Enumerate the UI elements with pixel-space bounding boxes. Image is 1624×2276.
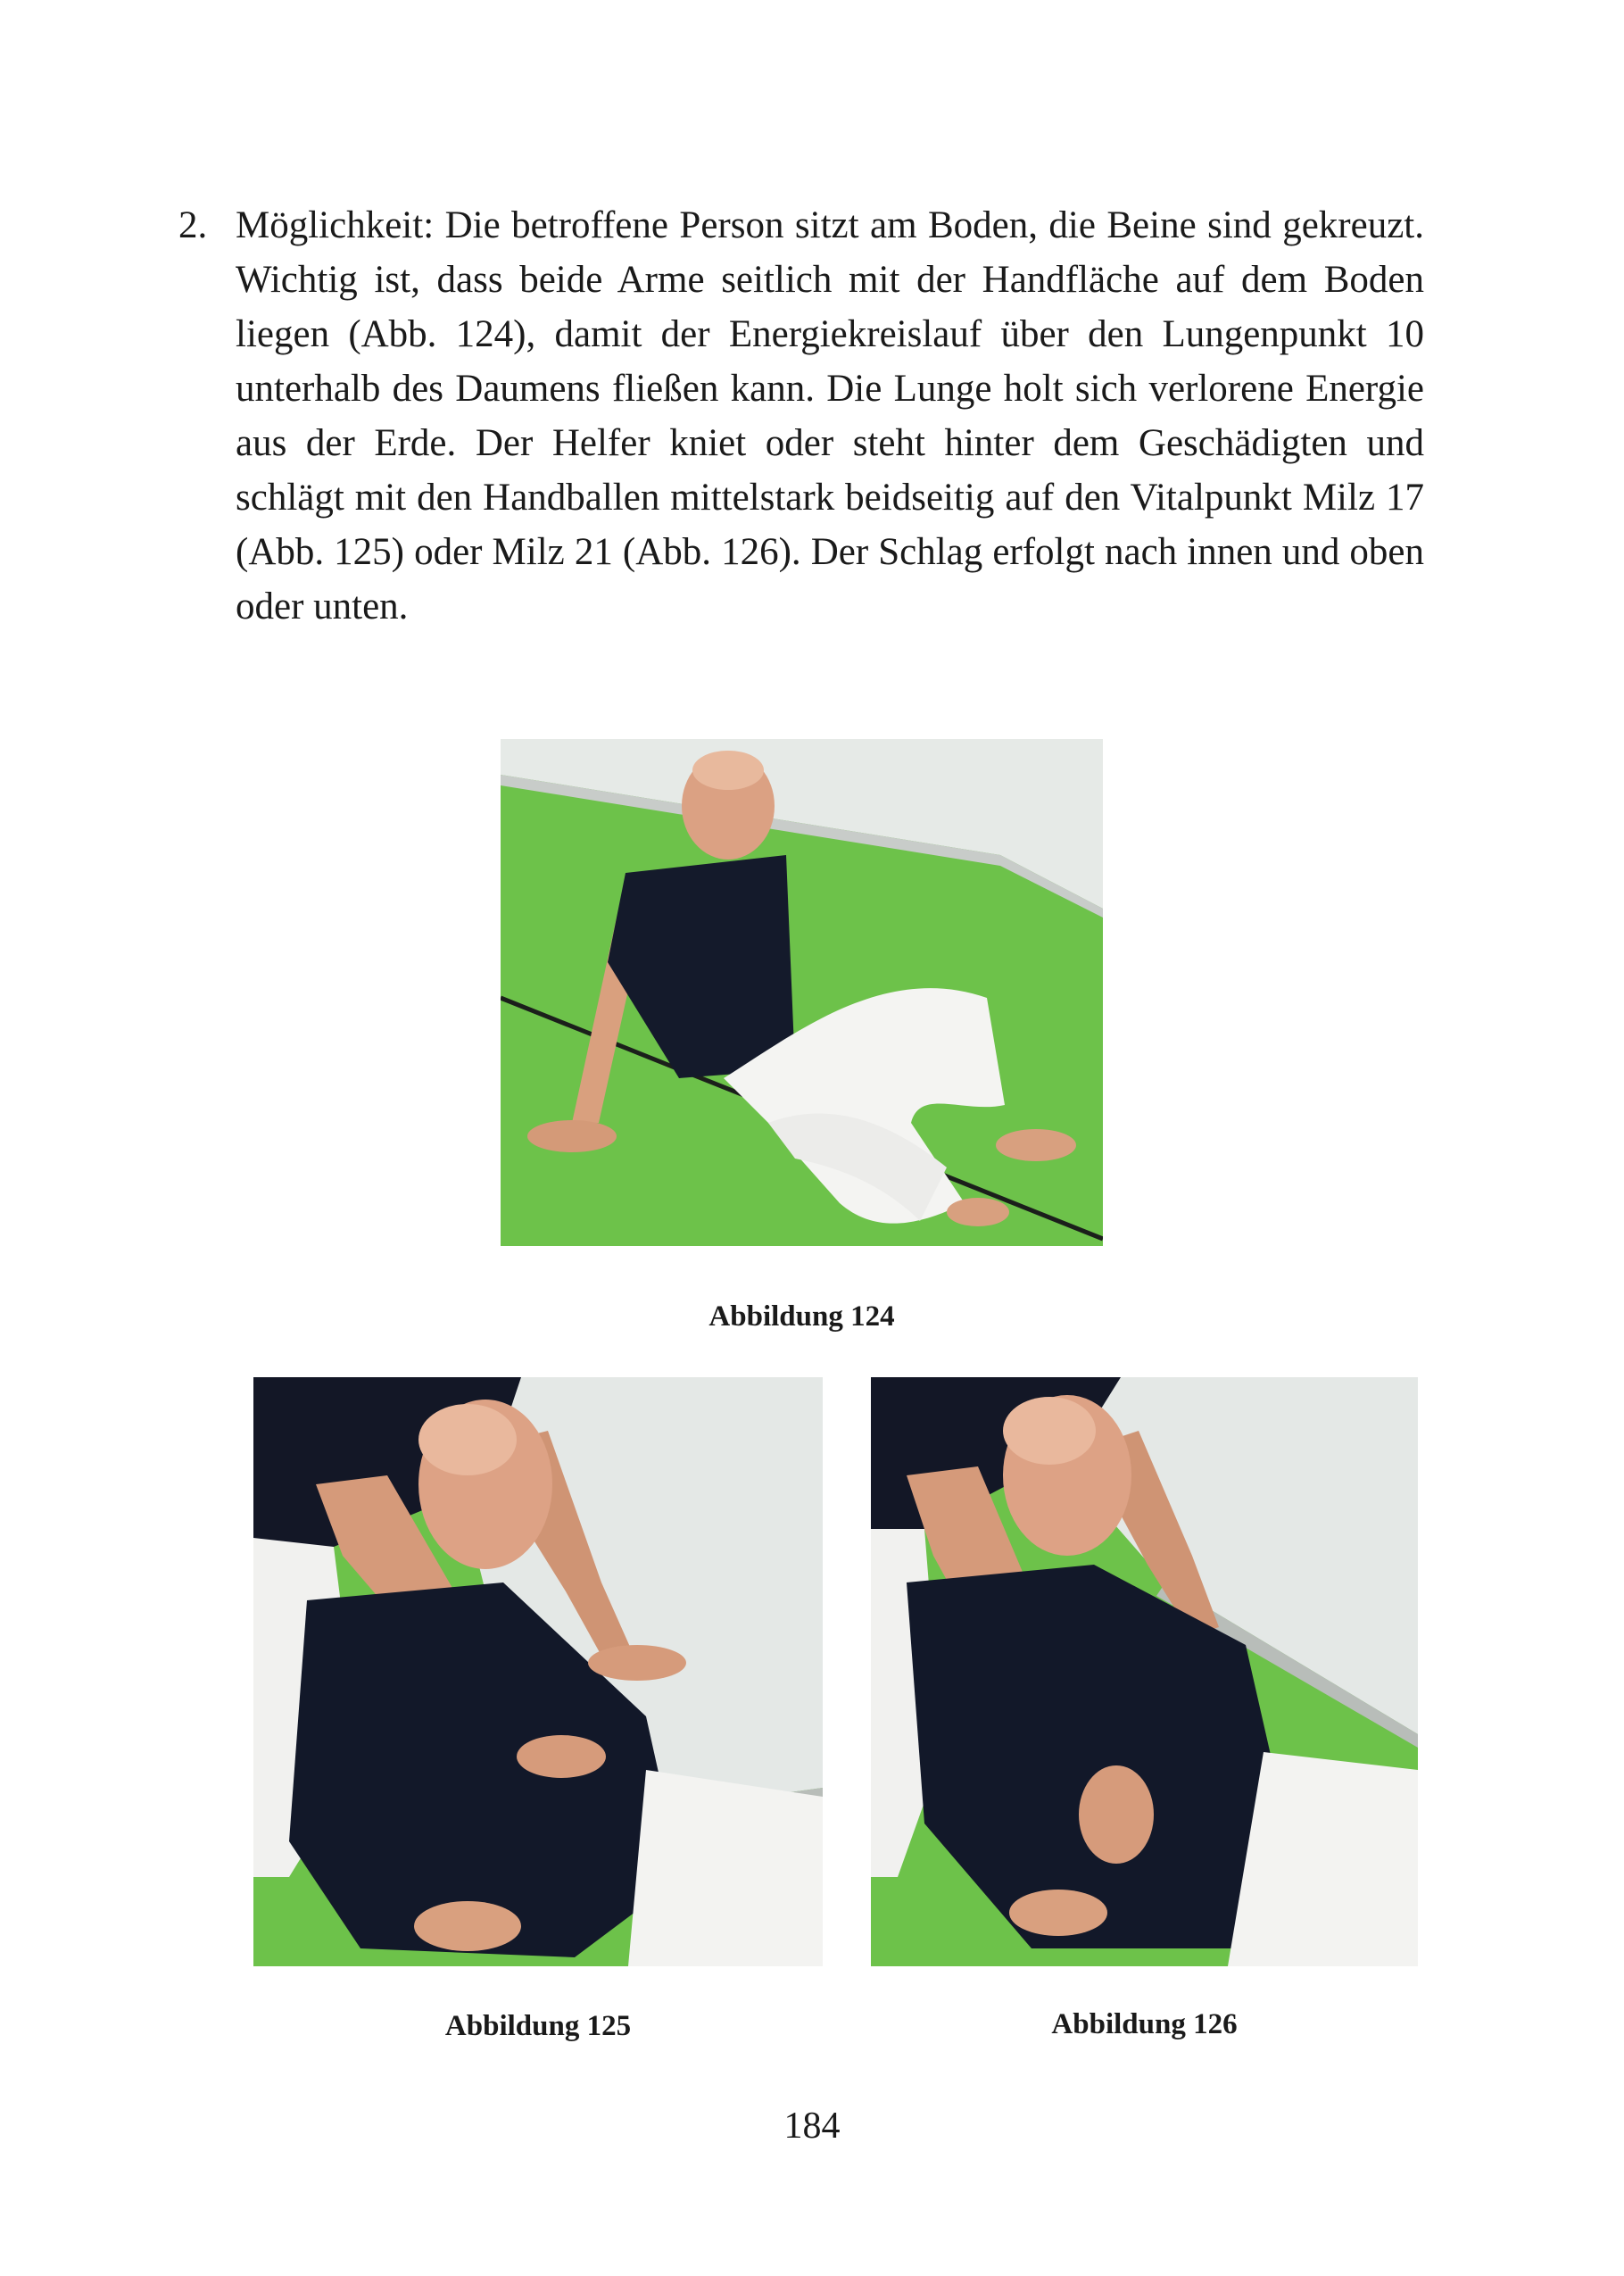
- figure-126-caption: Abbildung 126: [1051, 2008, 1238, 2040]
- figure-124-caption: Abbildung 124: [708, 1300, 895, 1333]
- figure-124-photo: [501, 739, 1103, 1246]
- figure-125-caption: Abbildung 125: [444, 2010, 632, 2042]
- figure-126-photo: [871, 1377, 1418, 1966]
- list-item-number: 2.: [178, 204, 208, 246]
- page-number: 184: [783, 2106, 841, 2147]
- list-item-text: Möglichkeit: Die betroffene Person sitzt am Boden, die Beine sind gekreuzt. Wichtig ist, dass beide Arme seitlich mit der Handfläche auf dem Boden liegen (Abb. 124), damit der Energiekreislauf über den Lungenpunkt 10 unterhalb des Daumens fließen kann. Die Lunge holt sich verlorene Energie aus der Erde. Der Helfer kniet oder steht hinter dem Geschädigten und schlägt mit den Handballen mittelstark beidseitig auf den Vitalpunkt Milz 17 (Abb. 125) oder Milz 21 (Abb. 126). Der Schlag erfolgt nach innen und oben oder unten.: [236, 204, 1424, 627]
- figure-125-photo: [253, 1377, 823, 1966]
